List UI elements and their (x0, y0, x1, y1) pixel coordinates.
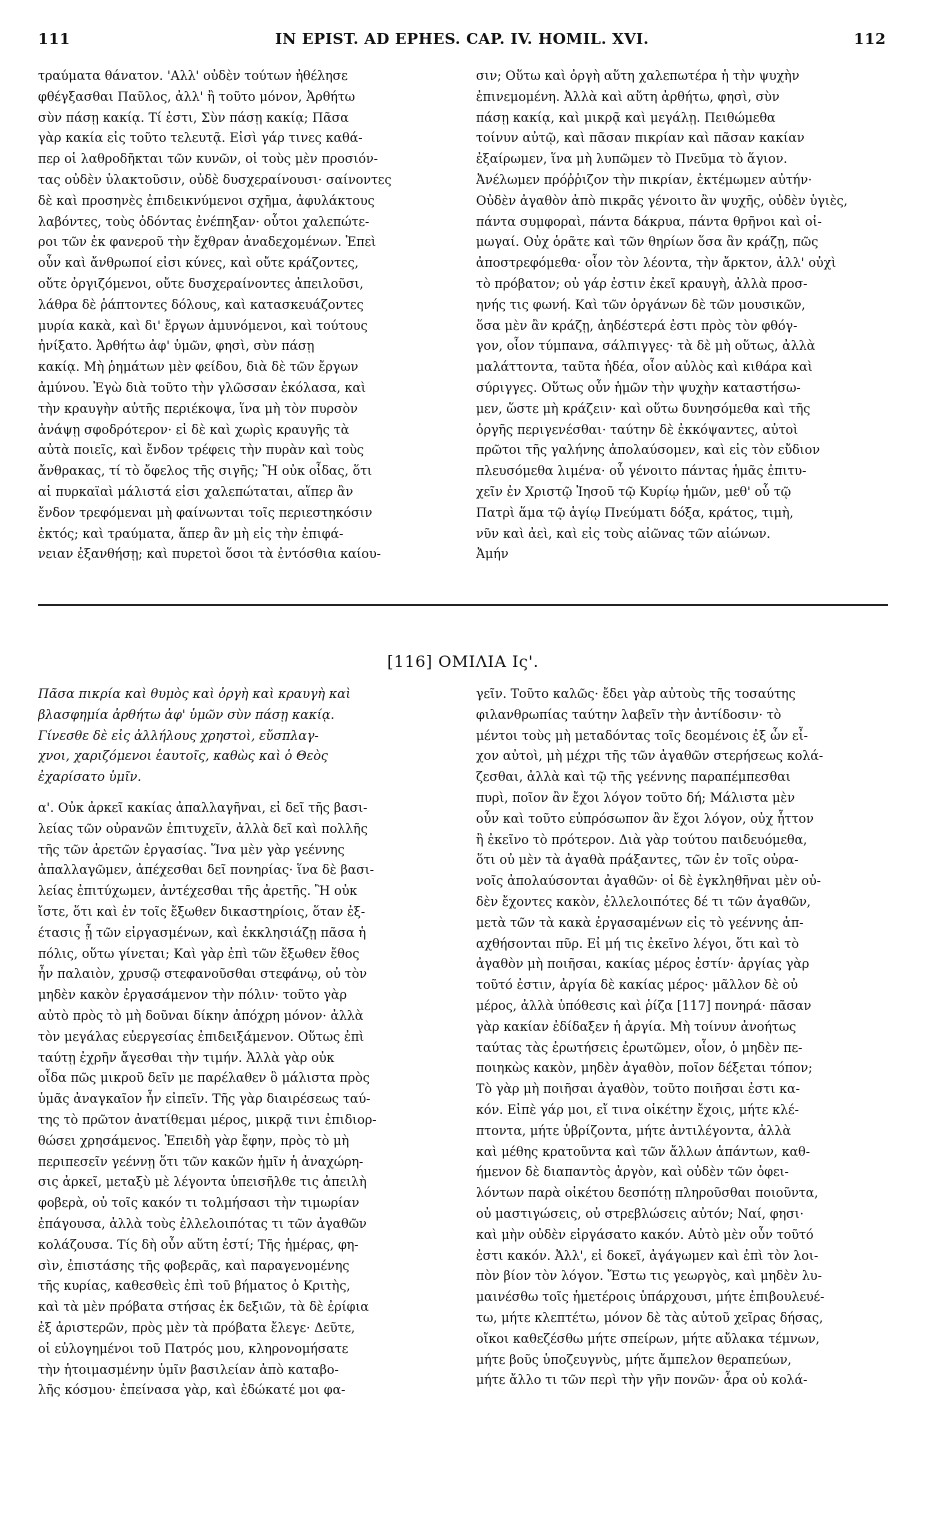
text-line: ἐχαρίσατο ὑμῖν. (38, 769, 142, 785)
text-line: ἴστε, ὅτι καὶ ἐν τοῖς ἔξωθεν δικαστηρίοις, ὅταν ἐξ- (38, 903, 366, 919)
text-line: Ἀμήν (476, 546, 509, 562)
text-line: σὶν, ἐπιστάσης τῆς φοβερᾶς, καὶ παραγενομένης (38, 1257, 350, 1273)
text-line: οὔτε ὀργιζόμενοι, οὔτε δυσχεραίνοντες ἀπειλοῦσι, (38, 275, 364, 291)
text-line: πάσῃ κακίᾳ, καὶ μικρᾷ καὶ μεγάλῃ. Πειθώμεθα (476, 109, 776, 125)
text-line: σύριγγες. Οὕτως οὖν ἡμῶν τὴν ψυχὴν καταστήσω- (476, 379, 801, 395)
text-line: περιπεσεῖν γεέννῃ ὅτι τῶν κακῶν ἡμῖν ἡ ἀναχώρη- (38, 1153, 364, 1169)
text-line: δὲ καὶ προσηνὲς ἐπιδεικνύμενοι σχῆμα, ἀφυλάκτους (38, 192, 375, 208)
text-line: βλασφημία ἀρθήτω ἀφ' ὑμῶν σὺν πάσῃ κακίᾳ. (38, 706, 335, 722)
text-line: Γίνεσθε δὲ εἰς ἀλλήλους χρηστοὶ, εὔσπλαγ- (38, 727, 319, 743)
text-line: κολάζουσα. Τίς δὴ οὖν αὕτη ἐστί; Τῆς ἡμέρας, φη- (38, 1236, 359, 1252)
text-line: τὴν ἡτοιμασμένην ὑμῖν βασιλείαν ἀπὸ καταβο- (38, 1361, 339, 1377)
text-line: λείας τῶν οὐρανῶν ἐπιτυχεῖν, ἀλλὰ δεῖ καὶ πολλῆς (38, 820, 368, 836)
text-line: ἔνδον τρεφόμεναι μὴ φαίνωνται τοῖς περιεστηκόσιν (38, 504, 373, 520)
text-line: νειαν ἐξανθήσῃ; καὶ πυρετοὶ ὅσοι τὰ ἐντόσθια καίου- (38, 546, 381, 562)
text-line: ἐξαίρωμεν, ἵνα μὴ λυπῶμεν τὸ Πνεῦμα τὸ ἅγιον. (476, 151, 788, 167)
text-line: μαινέσθω τοῖς ἡμετέροις ὑπάρχουσι, μήτε ἐπιβουλευέ- (476, 1289, 825, 1305)
text-line: μαλάττοντα, ταῦτα ἡδέα, οἷον αὐλὸς καὶ κιθάρα καὶ (476, 359, 813, 375)
text-line: λῆς κόσμου· ἐπείνασα γὰρ, καὶ ἐδώκατέ μοι φα- (38, 1382, 346, 1398)
text-line: τοίνυν αὐτῷ, καὶ πᾶσαν πικρίαν καὶ πᾶσαν κακίαν (476, 130, 805, 146)
text-line: νῦν καὶ ἀεὶ, καὶ εἰς τοὺς αἰῶνας τῶν αἰώνων. (476, 525, 771, 541)
text-line: αὐτὸ πρὸς τὸ μὴ δοῦναι δίκην ἀπόχρη μόνον· ἀλλὰ (38, 1007, 364, 1023)
text-line: πάντα συμφοραὶ, πάντα δάκρυα, πάντα θρῆνοι καὶ οἰ- (476, 213, 822, 229)
text-line: ἀγαθὸν μὴ ποιῆσαι, κακίας μέρος ἐστίν· ἀργίας γὰρ (476, 956, 810, 972)
text-line: ἐστι κακόν. Ἀλλ', εἰ δοκεῖ, ἀγάγωμεν καὶ ἐπὶ τὸν λοι- (476, 1247, 819, 1263)
text-line: νοῖς ἀπολαύσονται ἀγαθῶν· οἱ δὲ ἐγκληθῆναι μὲν οὐ- (476, 873, 821, 889)
text-line: περ οἱ λαθροδῆκται τῶν κυνῶν, οἱ τοὺς μὲν προσιόν- (38, 151, 378, 167)
text-line: Ἀνέλωμεν πρόῤῥιζον τὴν πικρίαν, ἐκτέμωμεν αὐτήν· (476, 171, 813, 187)
text-line: οὐ μαστιγώσεις, οὐ στρεβλώσεις αὐτόν; Ναί, φησι· (476, 1205, 804, 1221)
text-line: αχθήσονται πῦρ. Εἰ μή τις ἐκεῖνο λέγοι, ὅτι καὶ τὸ (476, 935, 799, 951)
text-line: ἐπινεμομένη. Ἀλλὰ καὶ αὕτη ἀρθήτω, φησὶ, σὺν (476, 88, 780, 104)
homily-title: [116] ΟΜΙΛΙΑ Ις'. (387, 652, 539, 671)
text-line: δὲν ἔχοντες κακὸν, ἐλλελοιπότες δέ τι τῶν ἀγαθῶν, (476, 893, 811, 909)
text-line: ὅτι οὐ μὲν τὰ ἀγαθὰ πράξαντες, τῶν ἐν τοῖς οὐρα- (476, 852, 799, 868)
text-line: γὰρ κακία εἰς τοῦτο τελευτᾷ. Εἰσὶ γάρ τινες καθά- (38, 130, 363, 146)
text-line: μέρος, ἀλλὰ ὑπόθεσις καὶ ῥίζα [117] πονηρά· πᾶσαν (476, 997, 812, 1013)
text-line: ἠνίξατο. Ἀρθήτω ἀφ' ὑμῶν, φησὶ, σὺν πάσῃ (38, 338, 315, 354)
text-line: α'. Οὐκ ἀρκεῖ κακίας ἀπαλλαγῆναι, εἰ δεῖ τῆς βασι- (38, 799, 368, 815)
text-line: καὶ μέθης κρατοῦντα καὶ τῶν ἄλλων ἁπάντων, καθ- (476, 1143, 810, 1159)
top-left-column (38, 66, 458, 576)
text-line: αἱ πυρκαϊαὶ μάλιστά εἰσι χαλεπώταται, αἵπερ ἂν (38, 483, 354, 499)
text-line: ταύτας τὰς ἐρωτήσεις ἐρωτῶμεν, οἷον, ὁ μηδὲν πε- (476, 1039, 803, 1055)
section-divider (38, 604, 888, 606)
text-line: χεῖν ἐν Χριστῷ Ἰησοῦ τῷ Κυρίῳ ἡμῶν, μεθ' οὗ τῷ (476, 483, 792, 499)
text-line: γον, οἷον τύμπανα, σάλπιγγες· τὰ δὲ μὴ οὕτως, ἀλλὰ (476, 338, 816, 354)
text-line: ταύτῃ ἐχρῆν ἄγεσθαι τὴν τιμήν. Ἀλλὰ γὰρ οὐκ (38, 1049, 335, 1065)
text-line: κόν. Εἰπὲ γάρ μοι, εἴ τινα οἰκέτην ἔχοις, μήτε κλέ- (476, 1101, 799, 1117)
text-line: ἐξ ἀριστερῶν, πρὸς μὲν τὰ πρόβατα ἔλεγε· Δεῦτε, (38, 1319, 355, 1335)
text-line: Οὐδὲν ἀγαθὸν ἀπὸ πικρᾶς γένοιτο ἂν ψυχῆς, οὐδὲν ὑγιὲς, (476, 192, 848, 208)
top-right-column (476, 66, 888, 576)
text-line: λαβόντες, τοὺς ὀδόντας ἐνέπηξαν· οὗτοι χαλεπώτε- (38, 213, 370, 229)
page-number-right: 112 (853, 30, 886, 48)
text-line: οἱ εὐλογημένοι τοῦ Πατρός μου, κληρονομήσατε (38, 1340, 349, 1356)
text-line: πτοντα, μήτε ὑβρίζοντα, μήτε ἀντιλέγοντα, ἀλλὰ (476, 1122, 792, 1138)
text-line: τας οὐδὲν ὑλακτοῦσιν, οὐδὲ δυσχεραίνουσι· σαίνοντες (38, 171, 392, 187)
text-line: πὸν βίον τὸν λόγον. Ἔστω τις γεωργὸς, καὶ μηδὲν λυ- (476, 1268, 822, 1284)
text-line: ζεσθαι, ἀλλὰ καὶ τῷ τῆς γεέννης παραπέμπεσθαι (476, 769, 791, 785)
text-line: γεῖν. Τοῦτο καλῶς· ἔδει γὰρ αὐτοὺς τῆς τοσαύτης (476, 686, 796, 701)
text-line: λόντων παρὰ οἰκέτου δεσπότῃ πληροῦσθαι ποιοῦντα, (476, 1185, 819, 1201)
text-line: ὑμᾶς ἀναγκαῖον ἦν εἰπεῖν. Τῆς γὰρ διαιρέσεως ταύ- (38, 1091, 371, 1107)
text-line: φοβερὰ, οὐ τοῖς κακόν τι τολμήσασι τὴν τιμωρίαν (38, 1195, 360, 1211)
text-line: σὺν πάσῃ κακίᾳ. Τί ἐστι, Σὺν πάσῃ κακίᾳ; Πᾶσα (38, 109, 349, 125)
text-line: φθέγξασθαι Παῦλος, ἀλλ' ἢ τοῦτο μόνον, Ἀρθήτω (38, 88, 356, 104)
text-line: τὸν μεγάλας εὐεργεσίας ἐπιδειξάμενον. Οὕτως ἐπὶ (38, 1028, 365, 1044)
text-line: μωγαί. Οὐχ ὁρᾶτε καὶ τῶν θηρίων ὅσα ἂν κράζῃ, πῶς (476, 234, 819, 250)
text-line: οὖν καὶ ἄνθρωποί εἰσι κύνες, καὶ οὔτε κράζοντες, (38, 255, 359, 271)
text-line: Πατρὶ ἅμα τῷ ἁγίῳ Πνεύματι δόξα, κράτος, τιμὴ, (476, 504, 794, 520)
text-line: πλευσόμεθα λιμένα· οὗ γένοιτο πάντας ἡμᾶς ἐπιτυ- (476, 463, 807, 479)
text-line: ροι τῶν ἐκ φανεροῦ τὴν ἔχθραν ἀναδεχομένων. Ἐπεὶ (38, 234, 377, 250)
homily-text-left (38, 798, 458, 1401)
text-line: ὀργῆς περιγενέσθαι· ταύτην δὲ ἐκκόψαντες, αὐτοὶ (476, 421, 799, 437)
text-line: πυρὶ, ποῖον ἂν ἔχοι λόγον τοῦτο δή; Μάλιστα μὲν (476, 789, 795, 805)
text-line: φιλανθρωπίας ταύτην λαβεῖν τὴν ἀντίδοσιν· τὸ (476, 706, 782, 722)
text-line: ήμενον δὲ διαπαντὸς ἀργὸν, καὶ οὐδὲν τῶν ὀφει- (476, 1164, 789, 1180)
text-line: ἀποστρεφόμεθα· οἷον τὸν λέοντα, τὴν ἄρκτον, ἀλλ' οὐχὶ (476, 255, 837, 271)
text-line: καὶ μὴν οὐδὲν εἰργάσατο κακόν. Αὐτὸ μὲν οὖν τοῦτό (476, 1226, 814, 1242)
text-line: λείας ἐπιτύχωμεν, ἀντέχεσθαι τῆς ἀρετῆς. Ἢ οὐκ (38, 883, 358, 899)
running-header (38, 30, 886, 54)
text-line: μετὰ τῶν τὰ κακὰ ἐργασαμένων εἰς τὸ γεέννης ἀπ- (476, 914, 804, 930)
text-line: Τὸ γὰρ μὴ ποιῆσαι ἀγαθὸν, τοῦτο ποιῆσαι ἐστι κα- (476, 1081, 800, 1097)
bottom-right-column (476, 684, 888, 1484)
text-line: γὰρ κακίαν ἐδίδαξεν ἡ ἀργία. Μὴ τοίνυν ἀνοήτως (476, 1018, 797, 1034)
running-title: IN EPIST. AD EPHES. CAP. IV. HOMIL. XVI. (275, 30, 649, 48)
text-line: τὴν κραυγὴν αὐτῆς περιέκοψα, ἵνα μὴ τὸν πυρσὸν (38, 400, 358, 416)
text-line: τω, μήτε κλεπτέτω, μόνον δὲ τὰς αὐτοῦ χεῖρας δήσας, (476, 1309, 824, 1325)
text-line: οἴκοι καθεζέσθω μήτε σπείρων, μήτε αὔλακα τέμνων, (476, 1330, 820, 1346)
text-line: λάθρα δὲ ῥάπτοντες δόλους, καὶ κατασκευάζοντες (38, 296, 364, 312)
text-line: χον αὐτοὶ, μὴ μέχρι τῆς τῶν ἀγαθῶν στερήσεως κολά- (476, 748, 824, 764)
text-line: ὅσα μὲν ἂν κράζῃ, ἀηδέστερά ἐστι πρὸς τὸν φθόγ- (476, 317, 798, 333)
text-line: τραύματα θάνατον. 'Αλλ' οὐδὲν τούτων ἠθέλησε (38, 68, 348, 83)
text-line: πόλις, οὕτω γίνεται; Καὶ γὰρ ἐπὶ τῶν ἔξωθεν ἔθος (38, 945, 360, 961)
text-line: ἐπάγουσα, ἀλλὰ τοὺς ἐλλελοιπότας τι τῶν ἀγαθῶν (38, 1215, 367, 1231)
text-line: μήτε ἄλλο τι τῶν περὶ τὴν γῆν πονῶν· ἆρα οὐ κολά- (476, 1372, 808, 1388)
text-line: θώσει χρησάμενος. Ἐπειδὴ γὰρ ἔφην, πρὸς τὸ μὴ (38, 1132, 350, 1148)
text-line: ἀπαλλαγῶμεν, ἀπέχεσθαι δεῖ πονηρίας· ἵνα δὲ βασι- (38, 862, 375, 878)
text-line: ποιηκὼς κακὸν, μηδὲν ἀγαθὸν, ποῖον δέξεται τόπον; (476, 1060, 813, 1076)
page-number-left: 111 (38, 30, 71, 48)
text-line: της τὸ πρῶτον ἀνατίθεμαι μέρος, μικρᾷ τινι ἐπιδιορ- (38, 1111, 377, 1127)
text-line: τῆς τῶν ἀρετῶν ἐργασίας. Ἵνα μὲν γὰρ γεέννης (38, 841, 345, 857)
text-line: τὸ πρόβατον; οὐ γάρ ἐστιν ἐκεῖ κραυγὴ, ἀλλὰ προσ- (476, 275, 808, 291)
text-line: οὖν καὶ τοῦτο εὐπρόσωπον ἂν ἔχοι λόγον, οὐχ ἧττον (476, 810, 814, 826)
text-line: σις ἀρκεῖ, μεταξὺ μὲ λέγοντα ὑπεισῆλθε τις ἀπειλὴ (38, 1174, 367, 1190)
text-line: τῆς κυρίας, καθεσθεὶς ἐπὶ τοῦ βήματος ὁ Κριτὴς, (38, 1278, 351, 1294)
text-line: καὶ τὰ μὲν πρόβατα στήσας ἐκ δεξιῶν, τὰ δὲ ἐρίφια (38, 1299, 369, 1315)
text-line: μυρία κακὰ, καὶ δι' ἔργων ἀμυνόμενοι, καὶ τούτους (38, 317, 368, 333)
text-line: κακίᾳ. Μὴ ῥημάτων μὲν φείδου, διὰ δὲ τῶν ἔργων (38, 359, 359, 375)
text-line: μήτε βοῦς ὑποζευγνὺς, μήτε ἄμπελον θεραπεύων, (476, 1351, 792, 1367)
text-line: Πᾶσα πικρία καὶ θυμὸς καὶ ὀργὴ καὶ κραυγὴ καὶ (38, 686, 351, 701)
text-line: αὐτὰ ποιεῖς, καὶ ἔνδον τρέφεις τὴν πυρὰν καὶ τοὺς (38, 442, 364, 458)
text-line: σιν; Οὕτω καὶ ὀργὴ αὕτη χαλεπωτέρα ἡ τὴν ψυχὴν (476, 68, 800, 83)
text-line: ἐκτός; καὶ τραύματα, ἅπερ ἂν μὴ εἰς τὴν ἐπιφά- (38, 525, 344, 541)
text-line: μέντοι τοὺς μὴ μεταδόντας τοῖς δεομένοις ἐξ ὧν εἶ- (476, 727, 808, 743)
text-line: ηνής τις φωνή. Καὶ τῶν ὀργάνων δὲ τῶν μουσικῶν, (476, 296, 806, 312)
text-line: τοῦτό ἐστιν, ἀργία δὲ κακίας μέρος· μᾶλλον δὲ οὐ (476, 977, 798, 993)
text-line: ἀμύνου. Ἐγὼ διὰ τοῦτο τὴν γλῶσσαν ἐκόλασα, καὶ (38, 379, 366, 395)
text-line: μηδὲν κακὸν ἐργασάμενον τὴν πόλιν· τοῦτο γὰρ (38, 987, 347, 1003)
text-line: ἀνάψῃ σφοδρότερον· εἰ δὲ καὶ χωρὶς κραυγῆς τὰ (38, 421, 350, 437)
text-line: ἦν παλαιὸν, χρυσῷ στεφανοῦσθαι στεφάνῳ, οὐ τὸν (38, 966, 367, 982)
text-line: οἶδα πῶς μικροῦ δεῖν με παρέλαθεν ὃ μάλιστα πρὸς (38, 1070, 370, 1086)
text-line: μεν, ὥστε μὴ κράζειν· καὶ οὕτω δυνησόμεθα καὶ τῆς (476, 400, 811, 416)
text-line: ἢ ἐκεῖνο τὸ πρότερον. Διὰ γὰρ τούτου παιδευόμεθα, (476, 831, 808, 847)
text-line: χνοι, χαριζόμενοι ἑαυτοῖς, καθὼς καὶ ὁ Θεὸς (38, 748, 328, 764)
text-line: πρῶτοι τῆς γαλήνης ἀπολαύσομεν, καὶ εἰς τὸν εὔδιον (476, 442, 820, 458)
text-line: έτασις ᾖ τῶν εἰργασμένων, καὶ ἐκκλησιάζῃ πᾶσα ἡ (38, 924, 367, 940)
scripture-verse (38, 684, 458, 788)
text-line: ἄνθρακας, τί τὸ ὄφελος τῆς σιγῆς; Ἢ οὐκ οἶδας, ὅτι (38, 463, 373, 479)
bottom-left-column (38, 684, 458, 1484)
